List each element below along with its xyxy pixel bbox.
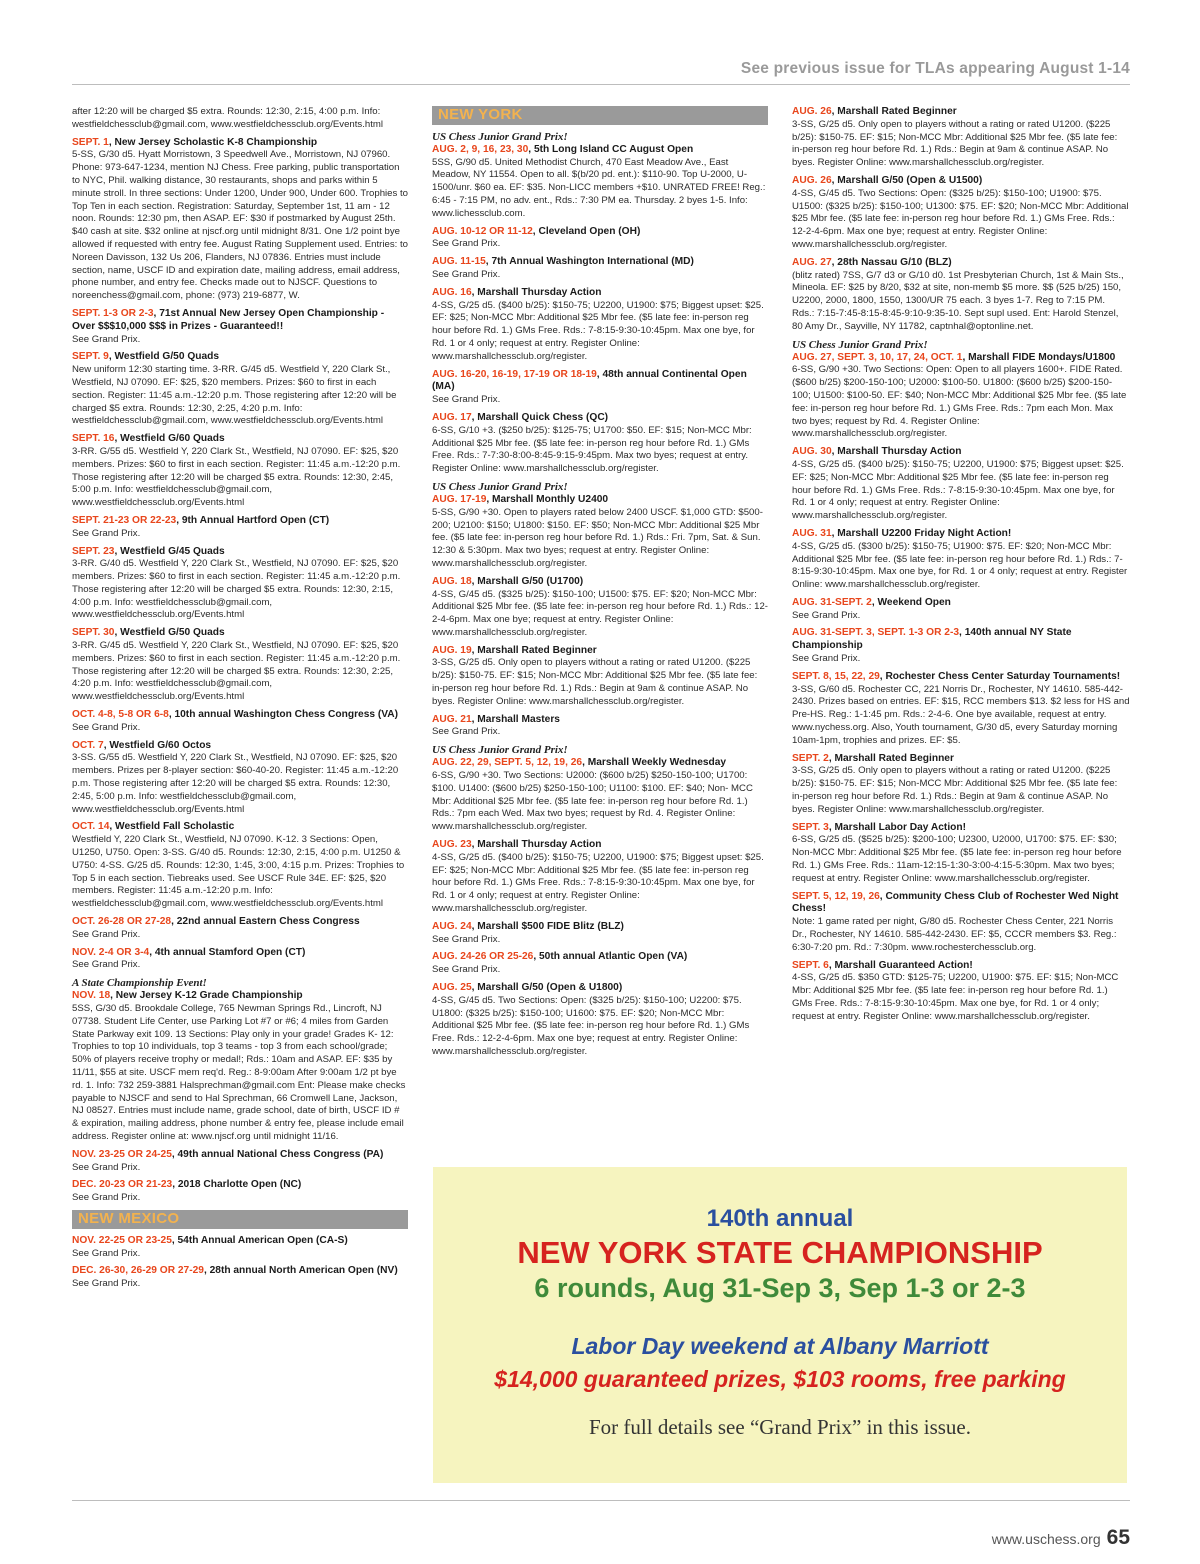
event-title: , 5th Long Island CC August Open: [528, 143, 694, 155]
event-date: SEPT. 1-3 OR 2-3: [72, 307, 154, 319]
event-date: SEPT. 2: [792, 752, 829, 764]
event-heading: [72, 990, 303, 1001]
event-listing: [72, 947, 408, 973]
event-date: AUG. 26: [792, 174, 832, 186]
event-listing: [792, 597, 1130, 623]
event-heading: [72, 433, 225, 444]
event-list-new-mexico: [72, 1235, 408, 1291]
event-listing: [432, 287, 768, 364]
event-title: , 140th annual NY State Championship: [792, 627, 1072, 652]
ad-details: For full details see “Grand Prix” in this issue.: [588, 1415, 972, 1439]
event-heading: [432, 369, 747, 393]
event-title: , Marshall Thursday Action: [471, 286, 602, 298]
event-title: , New Jersey K-12 Grade Championship: [110, 990, 303, 1002]
event-details: 3-SS, G/25 d5. Only open to players without a rating or rated U1200. ($225 b/25): $150-75. EF: $15; Non-MCC Mbr: Additional $25 Mbr fee. ($5 late fee: in-person reg hour before Rd. 1.) Rds.: Begin at 9am & continue ASAP. No byes. Register Online: www.marshallchessclub.org/register.: [432, 657, 758, 707]
event-title: , Westfield G/50 Quads: [114, 627, 225, 639]
event-heading: [792, 528, 1011, 539]
event-heading: [432, 144, 693, 155]
event-heading: [72, 308, 384, 332]
event-title: , Westfield Fall Scholastic: [109, 821, 235, 833]
event-date: DEC. 20-23 OR 21-23: [72, 1179, 173, 1191]
event-title: , Westfield G/60 Quads: [114, 433, 225, 445]
event-listing: [792, 257, 1130, 334]
event-date: AUG. 24-26 OR 25-26: [432, 951, 534, 963]
event-listing: [72, 546, 408, 623]
event-details: 3-SS. G/55 d5. Westfield Y, 220 Clark St., Westfield, NJ 07090. EF: $25, $20 members. Prizes per 8-player section: $60-40-20. Register: 11:45 a.m.-12:20 p.m. Those registering after 12:20 will be charged $5 extra. Rounds: 12:30, 2:45, 5:00 p.m. Info: westfieldchessclub@gmail.com, www.westfieldchessclub.org/Events.html: [72, 752, 399, 815]
event-heading: [792, 257, 952, 268]
event-title: , Rochester Chess Center Saturday Tournaments!: [879, 670, 1121, 682]
event-listing: [792, 822, 1130, 886]
event-date: AUG. 17-19: [432, 493, 487, 505]
event-listing: [432, 256, 768, 282]
event-date: AUG. 23: [432, 839, 472, 851]
event-listing: [432, 369, 768, 407]
event-listing: [72, 740, 408, 817]
event-details: See Grand Prix.: [792, 653, 861, 665]
event-details: 5-SS, G/30 d5. Hyatt Morristown, 3 Speedwell Ave., Morristown, NJ 07960. Phone: 973-647-1234, mention NJ Chess. Free parking, public transportation to NYC, Phil. walking distance, 30 restaurants, shops and parks within 5 minute stroll. In three sections: Under 1200, Under 900, Under 600. Trophies to Top Ten in each section. Registration: Saturday, September 1st, 11 am - 12 noon. Rounds: 12:30 pm, then ASAP. EF: $30 if postmarked by August 25th. $40 cash at site. $32 online at njscf.org until midnight 8/31. One 1/2 point bye allowed if requested with entry fee. August Rating Supplement used. Entries: to Noreen Davisson, 132 Us 206, Flanders, NJ 07836. Entries must include section, name, USCF ID and expiration date, mailing address, email address, phone number, and entry fee. Checks made out to NJSCF. Questions to noreenchess@gmail.com, phone: (973) 219-6877, W.: [72, 149, 408, 302]
event-details: 4-SS, G/45 d5. Two Sections: Open: ($325 b/25): $150-100; U2200: $75. U1800: ($325 b/25): $150-100; U1600: $75. EF: $20; Non-MCC Mbr: Additional $25 Mbr fee. ($5 late fee: in-person reg hour before Rd. 1.) GMs Free. Rds.: 12-2-4-6pm. Max one bye; request at entry. Register Online: www.marshallchessclub.org/register.: [432, 994, 750, 1057]
state-header-new-mexico: NEW MEXICO: [72, 1210, 408, 1229]
event-listing: [72, 515, 408, 541]
event-title: , 4th annual Stamford Open (CT): [149, 946, 306, 958]
footer: [900, 1526, 1130, 1550]
event-title: , Cleveland Open (OH): [532, 225, 641, 237]
event-title: , Marshall FIDE Mondays/U1800: [962, 351, 1116, 363]
ad-prizes: $14,000 guaranteed prizes, $103 rooms, free parking: [494, 1366, 1066, 1392]
event-heading: [792, 822, 966, 833]
event-heading: [432, 839, 601, 850]
event-date: NOV. 22-25 OR 23-25: [72, 1234, 172, 1246]
event-date: OCT. 14: [72, 821, 110, 833]
event-listing: [72, 351, 408, 428]
event-date: OCT. 7: [72, 739, 104, 751]
event-heading: [792, 597, 951, 608]
event-heading: [432, 494, 608, 505]
event-title: , 50th annual Atlantic Open (VA): [533, 951, 688, 963]
event-details: See Grand Prix.: [72, 959, 141, 971]
event-title: , Marshall $500 FIDE Blitz (BLZ): [471, 920, 624, 932]
event-list-new-jersey: [72, 137, 408, 1205]
event-heading: [72, 1235, 348, 1246]
event-title: , 2018 Charlotte Open (NC): [172, 1179, 302, 1191]
event-details: 3-RR. G/55 d5. Westfield Y, 220 Clark St., Westfield, NJ 07090. EF: $25, $20 members. Prizes: $60 to first in each section. Register: 11:45 a.m.-12:20 p.m. Those registering after 12:20 will be charged $5 extra. Rounds: 12:30, 2:45, 5:00 p.m. Info: westfieldchessclub@gmail.com, www.westfieldchessclub.org/Events.html: [72, 445, 401, 509]
event-details: Note: 1 game rated per night, G/80 d5. Rochester Chess Center, 221 Norris Dr., Rochester, NY 14610. 585-442-2430. EF: $5, CCCR members $3. Reg.: 6:30-7:20 pm. Rd.: 7:30pm. www.rochesterchessclub.org.: [792, 916, 1117, 953]
event-listing: [432, 921, 768, 947]
event-heading: [72, 546, 225, 557]
event-details: See Grand Prix.: [72, 1278, 141, 1290]
event-heading: [792, 753, 954, 764]
event-title: , 10th annual Washington Chess Congress (VA): [168, 709, 399, 721]
event-details: See Grand Prix.: [792, 609, 861, 621]
event-listing: [792, 446, 1130, 523]
page-number: 65: [1106, 1526, 1130, 1549]
column-1: [72, 106, 408, 1296]
event-title: , Marshall Guaranteed Action!: [828, 959, 973, 971]
footer-rule: [72, 1500, 1130, 1501]
championship-ad: [433, 1167, 1127, 1483]
event-heading: [792, 352, 1115, 363]
event-date: OCT. 4-8, 5-8 OR 6-8: [72, 709, 169, 721]
event-details: (blitz rated) 7SS, G/7 d3 or G/10 d0. 1st Presbyterian Church, 1st & Main Sts., Mineola. EF: $25 by 8/20, $32 at site, non-memb $5 more. $$ (525 b/25) 150, U2200, 2000, 1800, 1550, 1300/UR 75 each. 3 byes 1-7. Reg to 7:15 PM. Rds.: 7:15-7:45-8:15-8:45-9:10-9:35-10. Sept supl used. Ent: Harold Stenzel, 80 Amy Dr., Sayville, NY 11782, captnhal@optonline.net.: [792, 269, 1124, 332]
event-listing: [72, 137, 408, 303]
event-title: , Marshall G/50 (Open & U1500): [831, 174, 983, 186]
event-title: , Marshall Monthly U2400: [486, 493, 609, 505]
event-date: AUG. 26: [792, 106, 832, 117]
event-heading: [72, 137, 317, 148]
event-date: AUG. 24: [432, 920, 472, 932]
event-details: See Grand Prix.: [72, 333, 141, 345]
event-listing: [432, 982, 768, 1059]
event-listing: [72, 433, 408, 510]
event-details: See Grand Prix.: [72, 1192, 141, 1204]
event-listing: [72, 1265, 408, 1291]
event-heading: [432, 412, 608, 423]
event-listing: [792, 753, 1130, 817]
event-date: AUG. 30: [792, 446, 832, 458]
event-listing: [72, 1149, 408, 1175]
header-note: See previous issue for TLAs appearing August 1-14: [740, 60, 1130, 77]
event-date: SEPT. 3: [792, 821, 829, 833]
event-heading: [792, 960, 973, 971]
event-listing: [72, 627, 408, 704]
event-title: , 71st Annual New Jersey Open Championship - Over $$$10,000 $$$ in Prizes - Guaranteed!!: [72, 307, 385, 332]
event-heading: [72, 1149, 383, 1160]
event-date: OCT. 26-28 OR 27-28: [72, 916, 172, 928]
event-heading: [72, 1179, 301, 1190]
footer-url[interactable]: www.uschess.org: [991, 1531, 1101, 1547]
event-title: , Marshall Rated Beginner: [831, 106, 957, 117]
event-details: 4-SS, G/45 d5. Two Sections: Open: ($325 b/25): $150-100; U1900: $75. U1500: ($325 b/25): $150-100; U1300: $75. EF: $20; Non-MCC Mbr: Additional $25 Mbr fee. ($5 late fee: in-person reg hour before Rd. 1.) GMs Free. Rds.: 12-2-4-6pm. Max one bye; request at entry. Register Online: www.marshallchessclub.org/register.: [792, 187, 1129, 250]
event-details: 6-SS, G/90 +30. Two Sections: U2000: ($600 b/25) $250-150-100; U1700: $100. U1400: ($600 b/25) $250-150-100; U1100: $100. EF: $40; Non- MCC Mbr: Additional $25 Mbr fee. ($5 late fee: in-person reg hour before Rd. 1.) Rds.: 7pm each Wed. Max two byes; request by Rd. 4. Register Online: www.marshallchessclub.org/register.: [432, 770, 753, 833]
event-title: , 49th annual National Chess Congress (PA): [171, 1148, 384, 1160]
event-date: AUG. 17: [432, 411, 472, 423]
event-listing: [72, 977, 408, 1144]
ad-title: NEW YORK STATE CHAMPIONSHIP: [517, 1235, 1043, 1270]
event-date: SEPT. 30: [72, 627, 115, 639]
event-listing: [432, 714, 768, 740]
event-list-new-york: [432, 131, 768, 1059]
event-title: , 7th Annual Washington International (MD): [485, 256, 694, 268]
event-heading: [792, 106, 957, 117]
event-details: 5SS, G/90 d5. United Methodist Church, 470 East Meadow Ave., East Meadow, NY 11554. Open to all. $(b/20 pd. ent.): $110-90. Top U-2000, U-1500/unr. $60 ea. EF: $35. Non-LICC members +$10. UNRATED FREE! Reg.: 6:45 - 7:15 PM, no adv. ent., Rds.: 7:30 PM ea. Thursday. 2 byes 1-5. Info: www.lichessclub.com.: [432, 156, 766, 219]
event-date: NOV. 18: [72, 990, 111, 1002]
event-details: See Grand Prix.: [432, 238, 501, 250]
event-heading: [432, 645, 597, 656]
ad-venue: Labor Day weekend at Albany Marriott: [571, 1333, 989, 1359]
event-title: , Marshall U2200 Friday Night Action!: [831, 527, 1012, 539]
grand-prix-label: US Chess Junior Grand Prix!: [432, 744, 568, 757]
event-details: See Grand Prix.: [72, 527, 141, 539]
event-heading: [72, 916, 360, 927]
event-details: Westfield Y, 220 Clark St., Westfield, NJ 07090. K-12. 3 Sections: Open, U1250, U750. Open: 3-SS. G/40 d5. Rounds: 12:30, 2:15, 4:00 p.m. U1250 & U750: 4-SS. G/25 d5. Rounds: 12:30, 1:45, 3:00, 4:15 p.m. Prizes: Trophies to Top 5 in each section. Tiebreaks used. See USCF Rule 34E. EF: $25, $20 members. Register: 11:45 a.m.-12:20 p.m. Info: westfieldchessclub@gmail.com, www.westfieldchessclub.org/Events.html: [72, 834, 405, 910]
event-date: AUG. 10-12 OR 11-12: [432, 225, 533, 237]
event-heading: [792, 671, 1120, 682]
event-date: AUG. 19: [432, 644, 472, 656]
event-listing: [432, 839, 768, 916]
event-heading: [72, 709, 398, 720]
event-details: 4-SS, G/25 d5. ($400 b/25): $150-75; U2200, U1900: $75; Biggest upset: $25. EF: $25; Non-MCC Mbr: Additional $25 Mbr fee. ($5 late fee: in-person reg hour before Rd. 1.) GMs Free. Rds.: 7-8:15-9:30-10:45pm. Max one bye, for Rd. 1 or 4 only; request at entry. Register Online: www.marshallchessclub.org/register.: [432, 299, 764, 362]
event-details: See Grand Prix.: [72, 1247, 141, 1259]
event-heading: [432, 921, 624, 932]
event-heading: [72, 1265, 398, 1276]
event-listing: [792, 891, 1130, 955]
event-title: , Westfield G/45 Quads: [114, 545, 225, 557]
event-date: SEPT. 1: [72, 136, 109, 148]
event-title: , Marshall Rated Beginner: [471, 644, 597, 656]
event-listing: [792, 106, 1130, 170]
event-details: See Grand Prix.: [432, 726, 501, 738]
event-list-new-york-cont: [792, 106, 1130, 1024]
event-heading: [72, 351, 219, 362]
event-listing: [72, 308, 408, 346]
event-date: NOV. 2-4 OR 3-4: [72, 946, 150, 958]
event-date: NOV. 23-25 OR 24-25: [72, 1148, 172, 1160]
event-heading: [72, 515, 329, 526]
intro-text: after 12:20 will be charged $5 extra. Rounds: 12:30, 2:15, 4:00 p.m. Info: westfieldchessclub@gmail.com, www.westfieldchessclub.org/Events.html: [72, 106, 383, 130]
event-date: AUG. 25: [432, 982, 472, 994]
event-listing: [792, 528, 1130, 592]
event-heading: [72, 821, 234, 832]
event-heading: [792, 627, 1072, 651]
event-heading: [792, 175, 982, 186]
event-date: AUG. 27: [792, 256, 832, 268]
event-title: , Marshall G/50 (Open & U1800): [471, 982, 623, 994]
event-title: , 28th annual North American Open (NV): [203, 1265, 398, 1277]
event-details: 6-SS, G/10 +3. ($250 b/25): $125-75; U1700: $50. EF: $15; Non-MCC Mbr: Additional $25 Mbr fee. ($5 late fee: in-person reg hour before Rd. 1.) GMs Free. Rds.: 7-7:30-8:00-8:45-9:15-9:45pm. Max two byes; request at entry. Register Online: www.marshallchessclub.org/register.: [432, 424, 752, 475]
event-date: AUG. 31: [792, 527, 832, 539]
event-details: 3-SS, G/60 d5. Rochester CC, 221 Norris Dr., Rochester, NY 14610. 585-442-2430. Prizes based on entries. EF: $15, RCC members $13. $2 less for HS and Pre-HS. Reg.: 1-1:45 pm. Rds.: 2-4-6. One bye available, request at entry. www.nychess.org. Also, Youth tournament, G/30 d5, every Saturday morning 10am-1pm, trophies and prizes. EF: $5.: [792, 683, 1130, 746]
event-details: See Grand Prix.: [72, 1161, 141, 1173]
event-details: 4-SS, G/25 d5. ($400 b/25): $150-75; U2200, U1900: $75; Biggest upset: $25. EF: $25; Non-MCC Mbr: Additional $25 Mbr fee. ($5 late fee: in-person reg hour before Rd. 1.) GMs Free. Rds.: 7-8:15-9:30-10:45pm. Max one bye, for Rd. 1 or 4 only; request at entry. Register Online: www.marshallchessclub.org/register.: [792, 458, 1124, 522]
event-listing: [792, 671, 1130, 748]
event-listing: [72, 709, 408, 735]
event-title: , New Jersey Scholastic K-8 Championship: [108, 136, 318, 148]
event-date: AUG. 2, 9, 16, 23, 30: [432, 143, 529, 155]
ad-edition: 140th annual: [706, 1205, 854, 1232]
event-heading: [72, 740, 211, 751]
grand-prix-label: US Chess Junior Grand Prix!: [432, 480, 568, 493]
column-2: [432, 106, 768, 1064]
event-title: , Marshall G/50 (U1700): [471, 575, 584, 587]
event-details: 3-RR. G/45 d5. Westfield Y, 220 Clark St., Westfield, NJ 07090. EF: $25, $20 members. Prizes: $60 to first in each section. Register: 11:45 a.m.-12:20 p.m. Those registering after 12:20 will be charged $5 extra. Rounds: 12:30, 2:25, 4:20 p.m. Info: westfieldchessclub@gmail.com, www.westfieldchessclub.org/Events.html: [72, 640, 401, 703]
event-details: See Grand Prix.: [432, 933, 501, 945]
event-heading: [432, 287, 601, 298]
event-details: See Grand Prix.: [432, 964, 501, 976]
event-details: 6-SS, G/25 d5. ($525 b/25): $200-100; U2300, U2000, U1700: $75. EF: $30; Non-MCC Mbr: Additional $25 Mbr fee. ($5 late fee: in-person reg hour before Rd. 1.) GMs Free. Rds.: 11am-12:15-1:30-3:00-4:15-5:30pm. Max two byes; request at entry. Register Online: www.marshallchessclub.org/register.: [792, 834, 1122, 884]
event-details: See Grand Prix.: [72, 928, 141, 940]
event-details: 4-SS, G/45 d5. ($325 b/25): $150-100; U1500: $75. EF: $20; Non-MCC Mbr: Additional $25 Mbr fee. ($5 late fee: in-person reg hour before Rd. 1.) Rds.: 12-2-4-6pm. Max one bye; request at entry. Register Online: www.marshallchessclub.org/register.: [432, 588, 768, 638]
event-listing: [72, 821, 408, 911]
header-rule: [72, 84, 1130, 85]
event-listing: [432, 951, 768, 977]
event-title: , Community Chess Club of Rochester Wed Night Chess!: [792, 890, 1119, 915]
event-heading: [432, 256, 694, 267]
event-listing: [792, 960, 1130, 1024]
event-heading: [432, 226, 640, 237]
event-date: AUG. 16-20, 16-19, 17-19 OR 18-19: [432, 368, 597, 380]
event-date: AUG. 22, 29, SEPT. 5, 12, 19, 26: [432, 757, 583, 769]
event-listing: [432, 226, 768, 252]
event-listing: [432, 645, 768, 709]
column-3: [792, 106, 1130, 1029]
event-title: , 54th Annual American Open (CA-S): [171, 1234, 348, 1246]
event-details: 6-SS, G/90 +30. Two Sections: Open: Open to all players 1600+. FIDE Rated. ($600 b/25) $200-150-100; U2000: $100-50. U1800: ($600 b/25) $200-150-100; U1500: $100-50. EF: $40; Non-MCC Mbr: Additional $25 Mbr fee. ($5 late fee: in-person reg hour before Rd. 1.) GMs Free. Rds.: 7pm each Mon. Max two byes; request by Rd. 4. Register Online: www.marshallchessclub.org/register.: [792, 364, 1127, 440]
event-details: See Grand Prix.: [432, 394, 501, 406]
event-date: SEPT. 16: [72, 433, 115, 445]
event-date: AUG. 21: [432, 713, 472, 725]
event-title: , Westfield G/50 Quads: [108, 351, 220, 363]
event-date: SEPT. 23: [72, 545, 115, 557]
event-title: , 22nd annual Eastern Chess Congress: [171, 916, 360, 928]
event-heading: [72, 947, 305, 958]
event-details: 3-SS, G/25 d5. Only open to players without a rating or rated U1200. ($225 b/25): $150-75. EF: $15; Non-MCC Mbr: Additional $25 Mbr fee. ($5 late fee: in-person reg hour before Rd. 1.) Rds.: Begin at 9am & continue ASAP. No byes. Register Online: www.marshallchessclub.org/register.: [792, 765, 1118, 815]
event-listing: [432, 744, 768, 834]
event-heading: [792, 446, 961, 457]
event-title: , Marshall Labor Day Action!: [828, 821, 966, 833]
event-listing: [72, 1235, 408, 1261]
grand-prix-label: US Chess Junior Grand Prix!: [432, 130, 568, 143]
event-date: SEPT. 5, 12, 19, 26: [792, 890, 880, 902]
event-details: New uniform 12:30 starting time. 3-RR. G/45 d5. Westfield Y, 220 Clark St., Westfield, NJ 07090. EF: $25, $20 members. Prizes: $60 to first in each section. Register: 11:45 a.m.-12:20 p.m. Those registering after 12:20 will be charged $5 extra. Rounds: 12:30, 2:25, 4:20 p.m. Info: westfieldchessclub@gmail.com, www.westfieldchessclub.org/Events.html: [72, 364, 397, 427]
event-date: SEPT. 21-23 OR 22-23: [72, 514, 177, 526]
event-details: See Grand Prix.: [432, 268, 501, 280]
event-date: SEPT. 8, 15, 22, 29: [792, 670, 880, 682]
event-title: , Marshall Quick Chess (QC): [471, 411, 609, 423]
event-listing: [792, 175, 1130, 252]
event-details: 4-SS, G/25 d5. ($400 b/25): $150-75; U2200, U1900: $75; Biggest upset: $25. EF: $25; Non-MCC Mbr: Additional $25 Mbr fee. ($5 late fee: in-person reg hour before Rd. 1.) GMs Free. Rds.: 7-8:15-9:30-10:45pm. Max one bye, for Rd. 1 or 4 only; request at entry. Register Online: www.marshallchessclub.org/register.: [432, 851, 764, 915]
event-date: AUG. 27, SEPT. 3, 10, 17, 24, OCT. 1: [792, 351, 963, 363]
event-details: 5SS, G/30 d5. Brookdale College, 765 Newman Springs Rd., Lincroft, NJ 07738. Student Life Center, use Parking Lot #7 or #6; 4 miles from Garden State Parkway exit 109. 13 Sections: Play only in your grade! Grades K- 12: Trophies to top 10 individuals, top 3 teams - top 3 from each school/grade; 50% of players receive trophy or medal!; Rds.: 10am and ASAP. EF: $35 by 11/11, $55 at site. USCF mem req'd. Reg.: 8-9:00am After 9:00am 1/2 pt bye rd. 1. Info: 732 259-3881 Halsprechman@gmail.com Ent: Please make checks payable to NJSCF and send to Hal Sprechman, 66 Cromwell Lane, Jackson, NJ 08527. Entries must include name, grade school, date of birth, USCF ID # & expiration, mailing address, phone number & entry fee, please include email address. Register online at: www.njscf.org until midnight 11/16.: [72, 1003, 406, 1142]
event-date: DEC. 26-30, 26-29 OR 27-29: [72, 1265, 204, 1277]
event-listing: [792, 627, 1130, 665]
ad-rounds: 6 rounds, Aug 31-Sep 3, Sep 1-3 or 2-3: [534, 1273, 1026, 1303]
event-heading: [72, 627, 225, 638]
event-listing: [432, 412, 768, 476]
event-heading: [432, 982, 622, 993]
event-title: , Marshall Weekly Wednesday: [582, 757, 727, 769]
event-heading: [792, 891, 1118, 915]
event-title: , 48th annual Continental Open (MA): [432, 368, 747, 393]
event-heading: [432, 757, 726, 768]
event-title: , Weekend Open: [871, 596, 951, 608]
event-listing: [792, 339, 1130, 442]
state-header-new-york: NEW YORK: [432, 106, 768, 125]
event-details: 3-RR. G/40 d5. Westfield Y, 220 Clark St., Westfield, NJ 07090. EF: $25, $20 members. Prizes: $60 to first in each section. Register: 11:45 a.m.-12:20 p.m. Those registering after 12:20 will be charged $5 extra. Rounds: 12:30, 2:15, 4:00 p.m. Info: westfieldchessclub@gmail.com, www.westfieldchessclub.org/Events.html: [72, 558, 401, 621]
event-date: AUG. 31-SEPT. 3, SEPT. 1-3 OR 2-3: [792, 627, 960, 639]
event-listing: [432, 481, 768, 571]
event-date: SEPT. 9: [72, 351, 109, 363]
grand-prix-label: US Chess Junior Grand Prix!: [792, 338, 928, 351]
event-title: , Marshall Rated Beginner: [828, 752, 954, 764]
event-title: , Westfield G/60 Octos: [103, 739, 212, 751]
event-date: AUG. 31-SEPT. 2: [792, 596, 872, 608]
event-listing: [432, 131, 768, 221]
event-details: 4-SS, G/25 d5. ($300 b/25): $150-75; U1900: $75. EF: $20; Non-MCC Mbr: Additional $25 Mbr fee. ($5 late fee: in-person reg hour before Rd. 1.) Rds.: 7-8:15-9:30-10:45pm. Max one bye, for Rd. 1 or 4 only; request at entry. Register Online: www.marshallchessclub.org/register.: [792, 540, 1128, 591]
grand-prix-label: A State Championship Event!: [72, 977, 207, 990]
event-title: , 28th Nassau G/10 (BLZ): [831, 256, 952, 268]
event-title: , 9th Annual Hartford Open (CT): [176, 514, 330, 526]
event-title: , Marshall Thursday Action: [831, 446, 962, 458]
event-details: See Grand Prix.: [72, 721, 141, 733]
event-heading: [432, 714, 560, 725]
event-heading: [432, 951, 687, 962]
event-details: 5-SS, G/90 +30. Open to players rated below 2400 USCF. $1,000 GTD: $500-200; U2100: $150; U1800: $150. EF: $50; Non-MCC Mbr: Additional $25 Mbr fee. ($5 late fee: in-person reg hour before Rd. 1.) Rds.: Fri. 7pm, Sat. & Sun. 12:30 & 5:30pm. Max two byes; request at entry. Register Online: www.marshallchessclub.org/register.: [432, 506, 763, 569]
event-date: AUG. 16: [432, 286, 472, 298]
event-listing: [72, 916, 408, 942]
event-date: SEPT. 6: [792, 959, 829, 971]
event-heading: [432, 576, 583, 587]
event-listing: [432, 576, 768, 640]
event-title: , Marshall Thursday Action: [471, 839, 602, 851]
event-details: 3-SS, G/25 d5. Only open to players without a rating or rated U1200. ($225 b/25): $150-75. EF: $15; Non-MCC Mbr: Additional $25 Mbr fee. ($5 late fee: in-person reg hour before Rd. 1.) Rds.: Begin at 9am & continue ASAP. No byes. Register Online: www.marshallchessclub.org/register.: [792, 118, 1118, 169]
event-date: AUG. 11-15: [432, 256, 486, 268]
event-title: , Marshall Masters: [471, 713, 560, 725]
event-date: AUG. 18: [432, 575, 472, 587]
event-details: 4-SS, G/25 d5. $350 GTD: $125-75; U2200, U1900: $75. EF: $15; Non-MCC Mbr: Additional $25 Mbr fee. ($5 late fee: in-person reg hour before Rd. 1.) GMs Free. Rds.: 7-8:15-9:30-10:45pm. Max one bye, for Rd. 1 or 4 only; request at entry. Register Online: www.marshallchessclub.org/register.: [792, 972, 1119, 1022]
event-listing: [72, 1179, 408, 1205]
